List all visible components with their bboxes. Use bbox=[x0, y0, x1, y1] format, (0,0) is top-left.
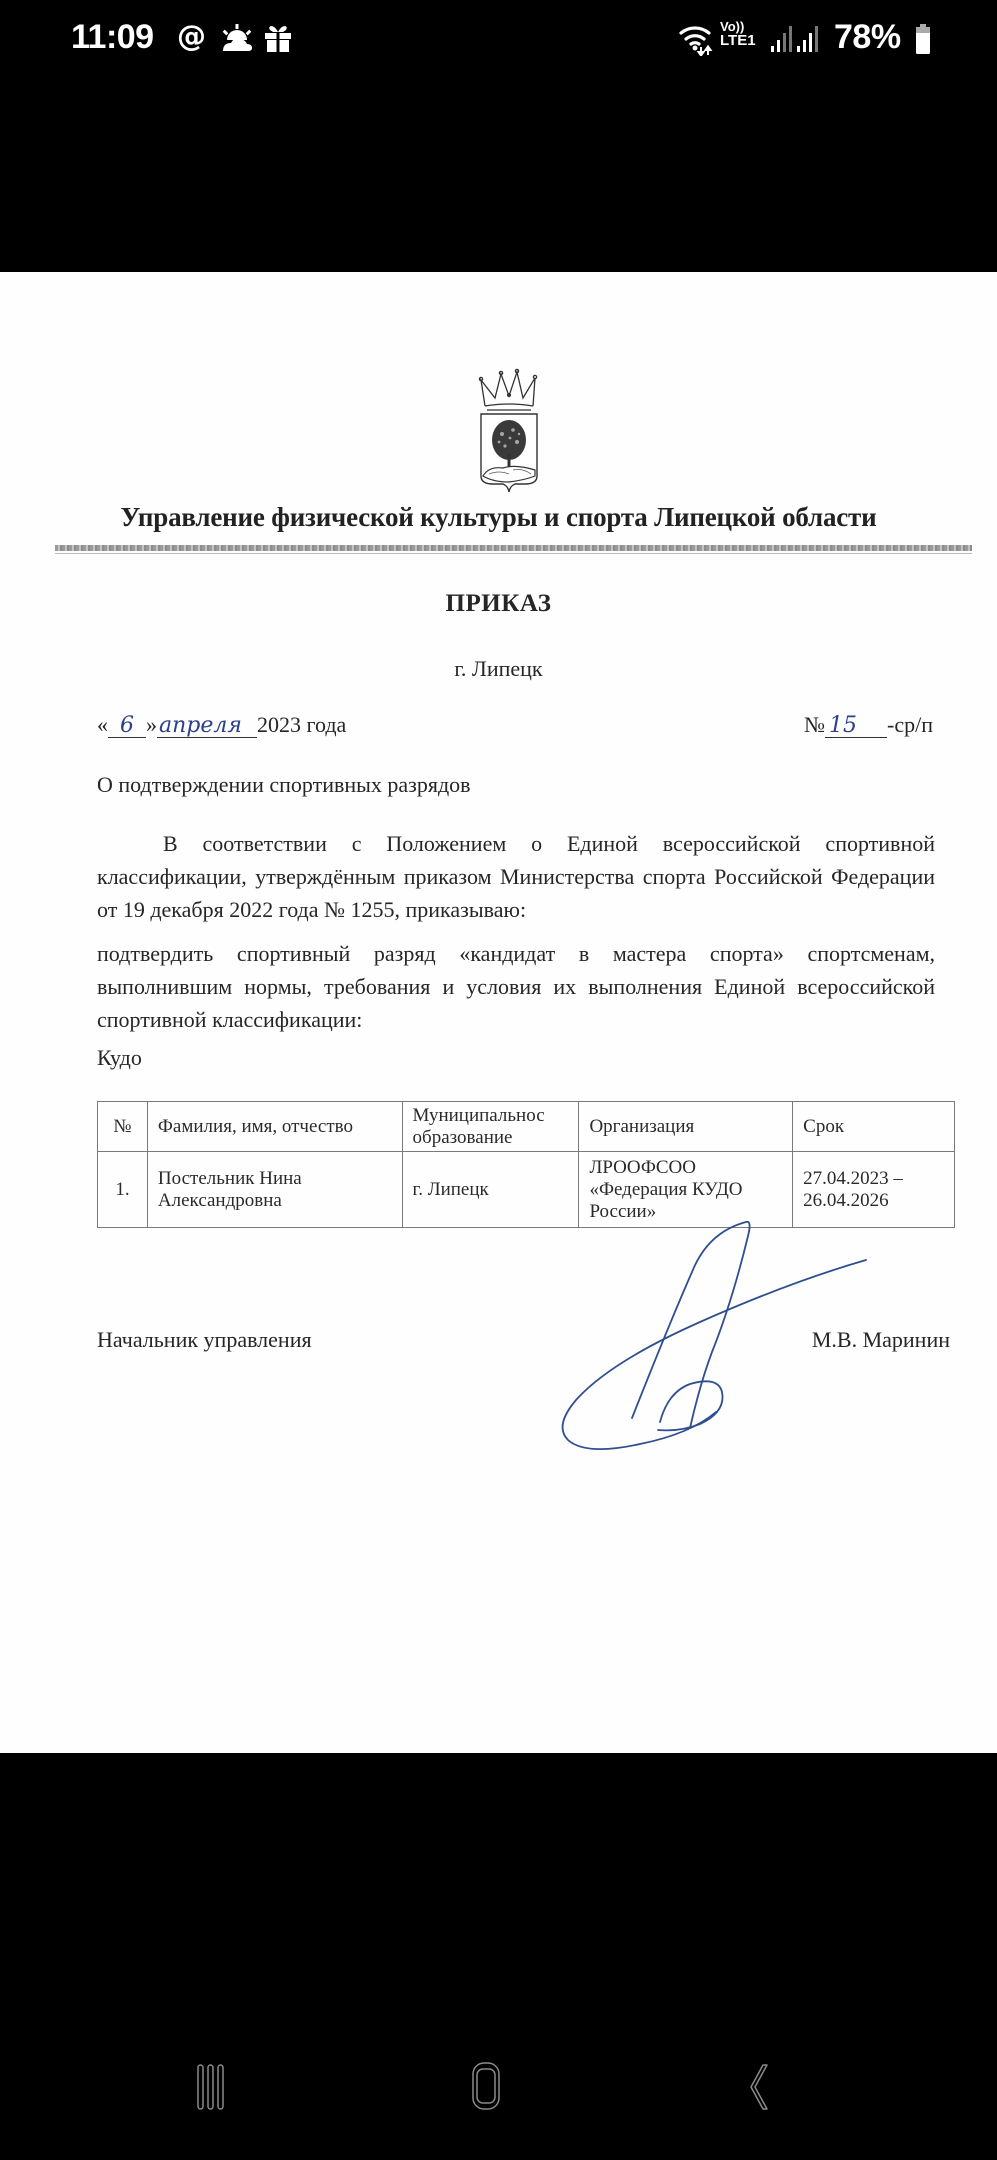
preamble-paragraph: В соответствии с Положением о Единой всероссийской спортивной классификации, утверждённым приказом Министерства спорта Российской Федерации от 19 декабря 2022 года № 1255, приказываю: bbox=[97, 831, 935, 922]
header-rule-thin bbox=[55, 553, 972, 554]
document-city: г. Липецк bbox=[454, 656, 543, 681]
home-icon[interactable] bbox=[467, 2057, 527, 2117]
col-header-term: Срок bbox=[793, 1102, 955, 1152]
at-sign-icon: @ bbox=[177, 19, 206, 53]
cell-municipality: г. Липецк bbox=[402, 1152, 579, 1228]
wifi-icon bbox=[678, 22, 714, 56]
order-paragraph: подтвердить спортивный разряд «кандидат в мастера спорта» спортсменам, выполнившим нормы, требования и условия их выполнения Единой всероссийской спортивной классификации: bbox=[97, 941, 935, 1032]
signal-sim2-icon bbox=[796, 26, 820, 52]
col-header-number: № bbox=[98, 1102, 148, 1152]
battery-icon bbox=[916, 24, 930, 54]
document-title: ПРИКАЗ bbox=[445, 590, 552, 617]
athletes-table bbox=[97, 1101, 955, 1228]
col-header-name: Фамилия, имя, отчество bbox=[147, 1102, 402, 1152]
back-icon[interactable] bbox=[745, 2057, 805, 2117]
header-rule bbox=[55, 545, 972, 551]
coat-of-arms-emblem bbox=[475, 364, 543, 494]
cell-term: 27.04.2023 – 26.04.2026 bbox=[793, 1152, 955, 1228]
cell-organization: ЛРООФСОО «Федерация КУДО России» bbox=[579, 1152, 793, 1228]
signal-sim1-icon bbox=[770, 26, 794, 52]
status-bar bbox=[0, 0, 997, 80]
document-number: № 15 -ср/п bbox=[804, 712, 933, 738]
date-month-handwritten: апреля bbox=[157, 715, 257, 738]
sport-name: Кудо bbox=[97, 1045, 142, 1070]
gift-icon bbox=[263, 24, 293, 52]
number-handwritten: 15 bbox=[825, 715, 887, 738]
navigation-bar bbox=[0, 1753, 997, 2160]
signatory-position: Начальник управления bbox=[97, 1327, 312, 1352]
document-date: « 6 »апреля 2023 года bbox=[97, 712, 347, 738]
organization-name: Управление физической культуры и спорта Липецкой области bbox=[120, 502, 877, 532]
cell-name: Постельник Нина Александровна bbox=[147, 1152, 402, 1228]
document-page bbox=[0, 272, 997, 1753]
table-header-row bbox=[98, 1102, 955, 1152]
volte-lte-icon: Vo)) LTE1 bbox=[720, 19, 756, 49]
battery-percent: 78% bbox=[834, 18, 901, 56]
signatory-name: М.В. Маринин bbox=[811, 1327, 950, 1352]
date-year: 2023 года bbox=[257, 712, 347, 737]
document-subject: О подтверждении спортивных разрядов bbox=[97, 772, 471, 797]
col-header-organization: Организация bbox=[579, 1102, 793, 1152]
weather-sunrise-icon bbox=[220, 24, 254, 52]
cell-number: 1. bbox=[98, 1152, 148, 1228]
date-day-handwritten: 6 bbox=[108, 715, 146, 738]
col-header-municipality: Муниципальнос образование bbox=[402, 1102, 579, 1152]
status-time: 11:09 bbox=[71, 18, 154, 56]
recent-apps-icon[interactable] bbox=[185, 2057, 245, 2117]
